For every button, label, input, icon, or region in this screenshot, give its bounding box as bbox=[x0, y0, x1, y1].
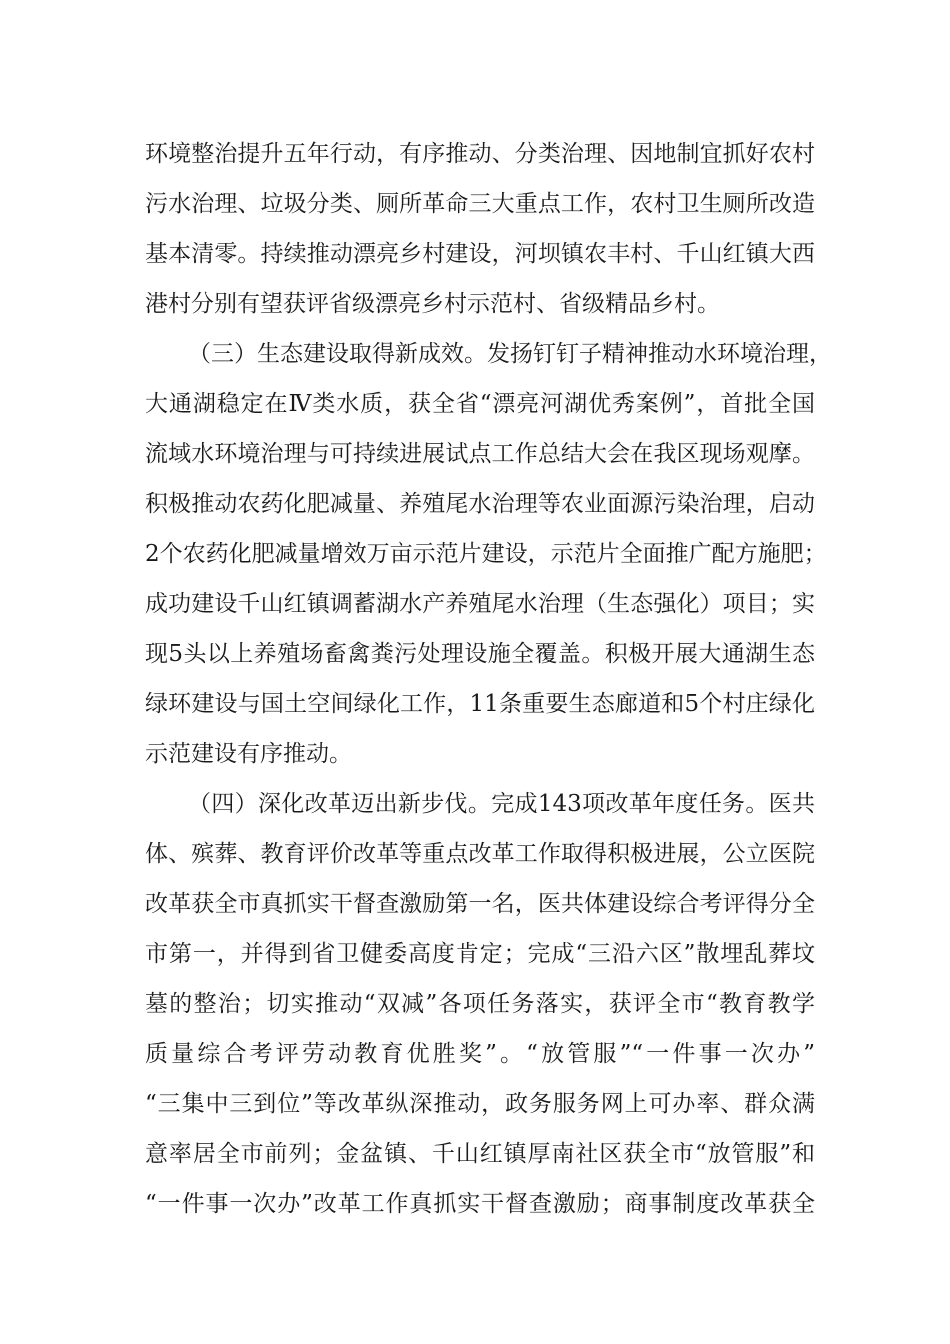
text-line: “一件事一次办”改革工作真抓实干督查激励；商事制度改革获全 bbox=[145, 1191, 815, 1217]
text-line: 港村分别有望获评省级漂亮乡村示范村、省级精品乡村。 bbox=[145, 291, 720, 317]
text-line: 环境整治提升五年行动，有序推动、分类治理、因地制宜抓好农村 bbox=[145, 141, 815, 167]
text-line: 市第一，并得到省卫健委高度肯定；完成“三沿六区”散埋乱葬坟 bbox=[145, 941, 815, 967]
text-line: 质量综合考评劳动教育优胜奖”。“放管服”“一件事一次办” bbox=[145, 1041, 815, 1067]
text-line: 2个农药化肥减量增效万亩示范片建设，示范片全面推广配方施肥； bbox=[145, 541, 827, 567]
text-line: 墓的整治；切实推动“双减”各项任务落实，获评全市“教育教学 bbox=[145, 991, 815, 1017]
text-line: 积极推动农药化肥减量、养殖尾水治理等农业面源污染治理，启动 bbox=[145, 491, 815, 517]
text-line: 意率居全市前列；金盆镇、千山红镇厚南社区获全市“放管服”和 bbox=[145, 1141, 815, 1167]
text-line: 大通湖稳定在Ⅳ类水质，获全省“漂亮河湖优秀案例”，首批全国 bbox=[145, 391, 815, 417]
paragraph-heading-line: （四）深化改革迈出新步伐。完成143项改革年度任务。医共 bbox=[188, 791, 815, 817]
paragraph-heading-line: （三）生态建设取得新成效。发扬钉钉子精神推动水环境治理， bbox=[188, 341, 832, 367]
text-line: 绿环建设与国土空间绿化工作，11条重要生态廊道和5个村庄绿化 bbox=[145, 691, 815, 717]
text-line: 污水治理、垃圾分类、厕所革命三大重点工作，农村卫生厕所改造 bbox=[145, 191, 815, 217]
text-line: “三集中三到位”等改革纵深推动，政务服务网上可办率、群众满 bbox=[145, 1091, 815, 1117]
text-line: 体、殡葬、教育评价改革等重点改革工作取得积极进展，公立医院 bbox=[145, 841, 815, 867]
text-line: 流域水环境治理与可持续进展试点工作总结大会在我区现场观摩。 bbox=[145, 441, 815, 467]
text-line: 现5头以上养殖场畜禽粪污处理设施全覆盖。积极开展大通湖生态 bbox=[145, 641, 815, 667]
text-line: 示范建设有序推动。 bbox=[145, 741, 352, 767]
text-line: 改革获全市真抓实干督查激励第一名，医共体建设综合考评得分全 bbox=[145, 891, 815, 917]
text-line: 基本清零。持续推动漂亮乡村建设，河坝镇农丰村、千山红镇大西 bbox=[145, 241, 815, 267]
text-line: 成功建设千山红镇调蓄湖水产养殖尾水治理（生态强化）项目；实 bbox=[145, 591, 815, 617]
